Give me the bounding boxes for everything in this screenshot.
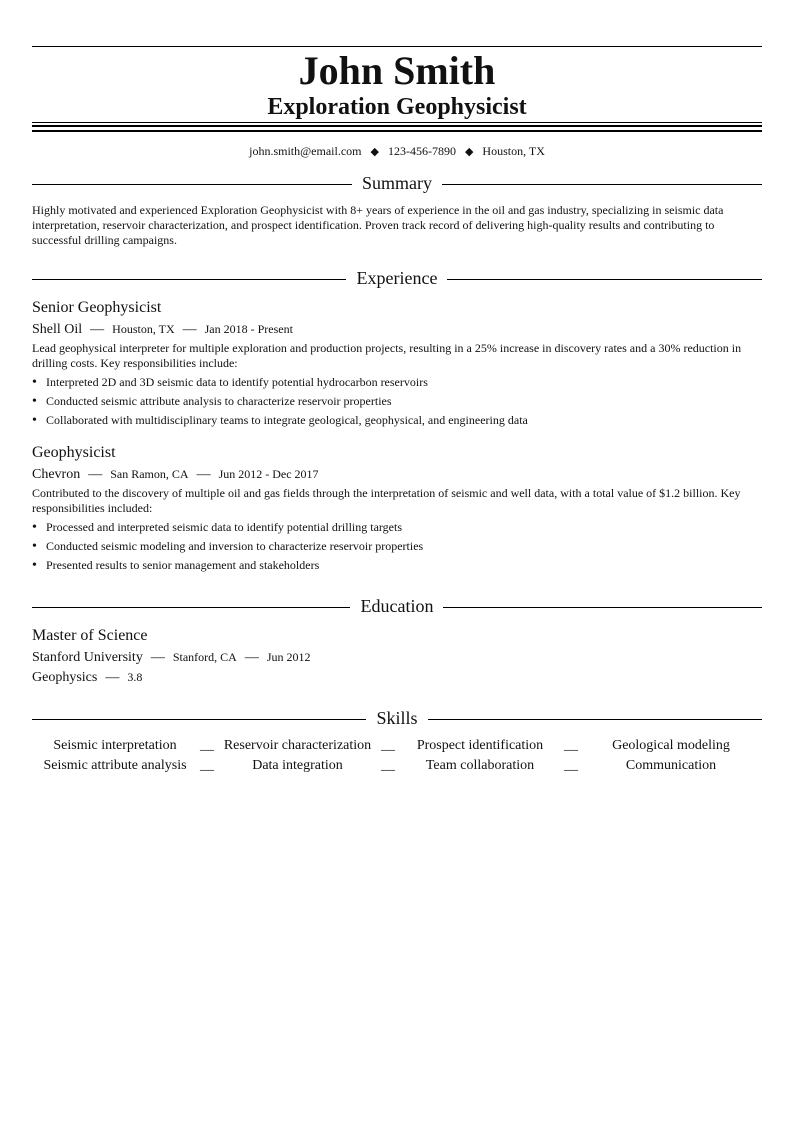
- skills-heading: [32, 707, 762, 731]
- skill-item: Prospect identification: [416, 738, 544, 753]
- skill-row: [32, 736, 762, 756]
- bullet-icon: •: [32, 394, 37, 409]
- skill-separator: __: [381, 738, 395, 753]
- list-item: [32, 392, 762, 411]
- job-location: Houston, TX: [112, 322, 175, 336]
- dash: —: [150, 650, 165, 665]
- section-title: Experience: [347, 268, 448, 288]
- skill-separator: __: [564, 738, 578, 753]
- graduation-date: Jun 2012: [266, 650, 311, 664]
- diamond-icon: ◆: [464, 146, 474, 158]
- gpa: 3.8: [127, 670, 143, 684]
- job-title: Geophysicist: [32, 444, 116, 461]
- job-meta: [32, 465, 319, 484]
- summary-heading: [32, 172, 762, 196]
- summary-text: Highly motivated and experienced Exploration Geophysicist with 8+ years of experience in the oil and gas industry, specializing in seismic data interpretation, reservoir characterization, and prospect identification. Proven track record of delivering high-quality results and contributing to successful drilling campaigns.: [32, 203, 724, 247]
- job-title: Senior Geophysicist: [32, 299, 162, 316]
- job-location: San Ramon, CA: [110, 467, 189, 481]
- candidate-name: John Smith: [298, 48, 496, 93]
- job-description: Lead geophysical interpreter for multiple exploration and production projects, resulting in a 25% increase in discovery rates and a 30% reduction in drilling costs. Key responsibilities include:: [32, 341, 742, 370]
- company-name: Shell Oil: [32, 322, 83, 337]
- list-item: [32, 537, 762, 556]
- experience-heading: [32, 267, 762, 291]
- skill-item: Communication: [625, 758, 717, 773]
- degree: Master of Science: [32, 627, 148, 644]
- skill-separator: __: [200, 738, 214, 753]
- list-item: [32, 518, 762, 537]
- list-item: [32, 556, 762, 575]
- school-name: Stanford University: [32, 650, 143, 665]
- education-heading: [32, 595, 762, 619]
- skills-grid: [32, 736, 762, 776]
- bullet-text: Conducted seismic attribute analysis to characterize reservoir properties: [46, 394, 392, 408]
- list-item: [32, 411, 762, 430]
- dash: —: [196, 467, 211, 482]
- contact-phone[interactable]: 123-456-7890: [387, 144, 456, 158]
- field-meta: [32, 668, 142, 687]
- section-title: Skills: [366, 708, 427, 728]
- school-location: Stanford, CA: [172, 650, 237, 664]
- header-rule: [32, 130, 762, 132]
- school-meta: [32, 648, 311, 667]
- dash: —: [244, 650, 259, 665]
- dash: —: [105, 670, 120, 685]
- job-description: Contributed to the discovery of multiple oil and gas fields through the interpretation of seismic and well data, with a total value of $1.2 billion. Key responsibilities included:: [32, 486, 741, 515]
- skill-item: Seismic attribute analysis: [43, 758, 187, 773]
- bullet-text: Processed and interpreted seismic data to identify potential drilling targets: [46, 520, 403, 534]
- header-rule: [32, 125, 762, 127]
- job-bullets: [32, 373, 762, 430]
- skill-separator: __: [200, 758, 214, 773]
- job-bullets: [32, 518, 762, 575]
- dash: —: [182, 322, 197, 337]
- skill-separator: __: [381, 758, 395, 773]
- list-item: [32, 373, 762, 392]
- job-meta: [32, 320, 293, 339]
- bullet-text: Interpreted 2D and 3D seismic data to identify potential hydrocarbon reservoirs: [46, 375, 428, 389]
- bullet-icon: •: [32, 539, 37, 554]
- section-title: Education: [351, 596, 444, 616]
- job-dates: Jan 2018 - Present: [204, 322, 293, 336]
- skill-item: Geological modeling: [612, 738, 730, 753]
- dash: —: [90, 322, 105, 337]
- bullet-icon: •: [32, 413, 37, 428]
- top-rule: [32, 46, 762, 47]
- header-rule: [32, 122, 762, 123]
- skill-item: Seismic interpretation: [53, 738, 177, 753]
- skill-row: [32, 756, 762, 776]
- dash: —: [88, 467, 103, 482]
- bullet-icon: •: [32, 520, 37, 535]
- skill-item: Data integration: [252, 758, 343, 773]
- job-dates: Jun 2012 - Dec 2017: [218, 467, 319, 481]
- bullet-icon: •: [32, 375, 37, 390]
- skill-item: Reservoir characterization: [223, 738, 372, 753]
- bullet-text: Collaborated with multidisciplinary teams to integrate geological, geophysical, and engineering data: [46, 413, 528, 427]
- company-name: Chevron: [32, 467, 81, 482]
- diamond-icon: ◆: [370, 146, 379, 158]
- bullet-text: Conducted seismic modeling and inversion to characterize reservoir properties: [46, 539, 424, 553]
- contact-line: [32, 143, 762, 160]
- bullet-icon: •: [32, 558, 37, 573]
- section-title: Summary: [352, 173, 442, 193]
- field-of-study: Geophysics: [32, 670, 98, 685]
- skill-separator: __: [564, 758, 578, 773]
- skill-item: Team collaboration: [425, 758, 535, 773]
- contact-location: Houston, TX: [482, 144, 545, 158]
- bullet-text: Presented results to senior management and stakeholders: [46, 558, 320, 572]
- candidate-title: Exploration Geophysicist: [267, 94, 527, 120]
- contact-email[interactable]: john.smith@email.com: [249, 144, 362, 158]
